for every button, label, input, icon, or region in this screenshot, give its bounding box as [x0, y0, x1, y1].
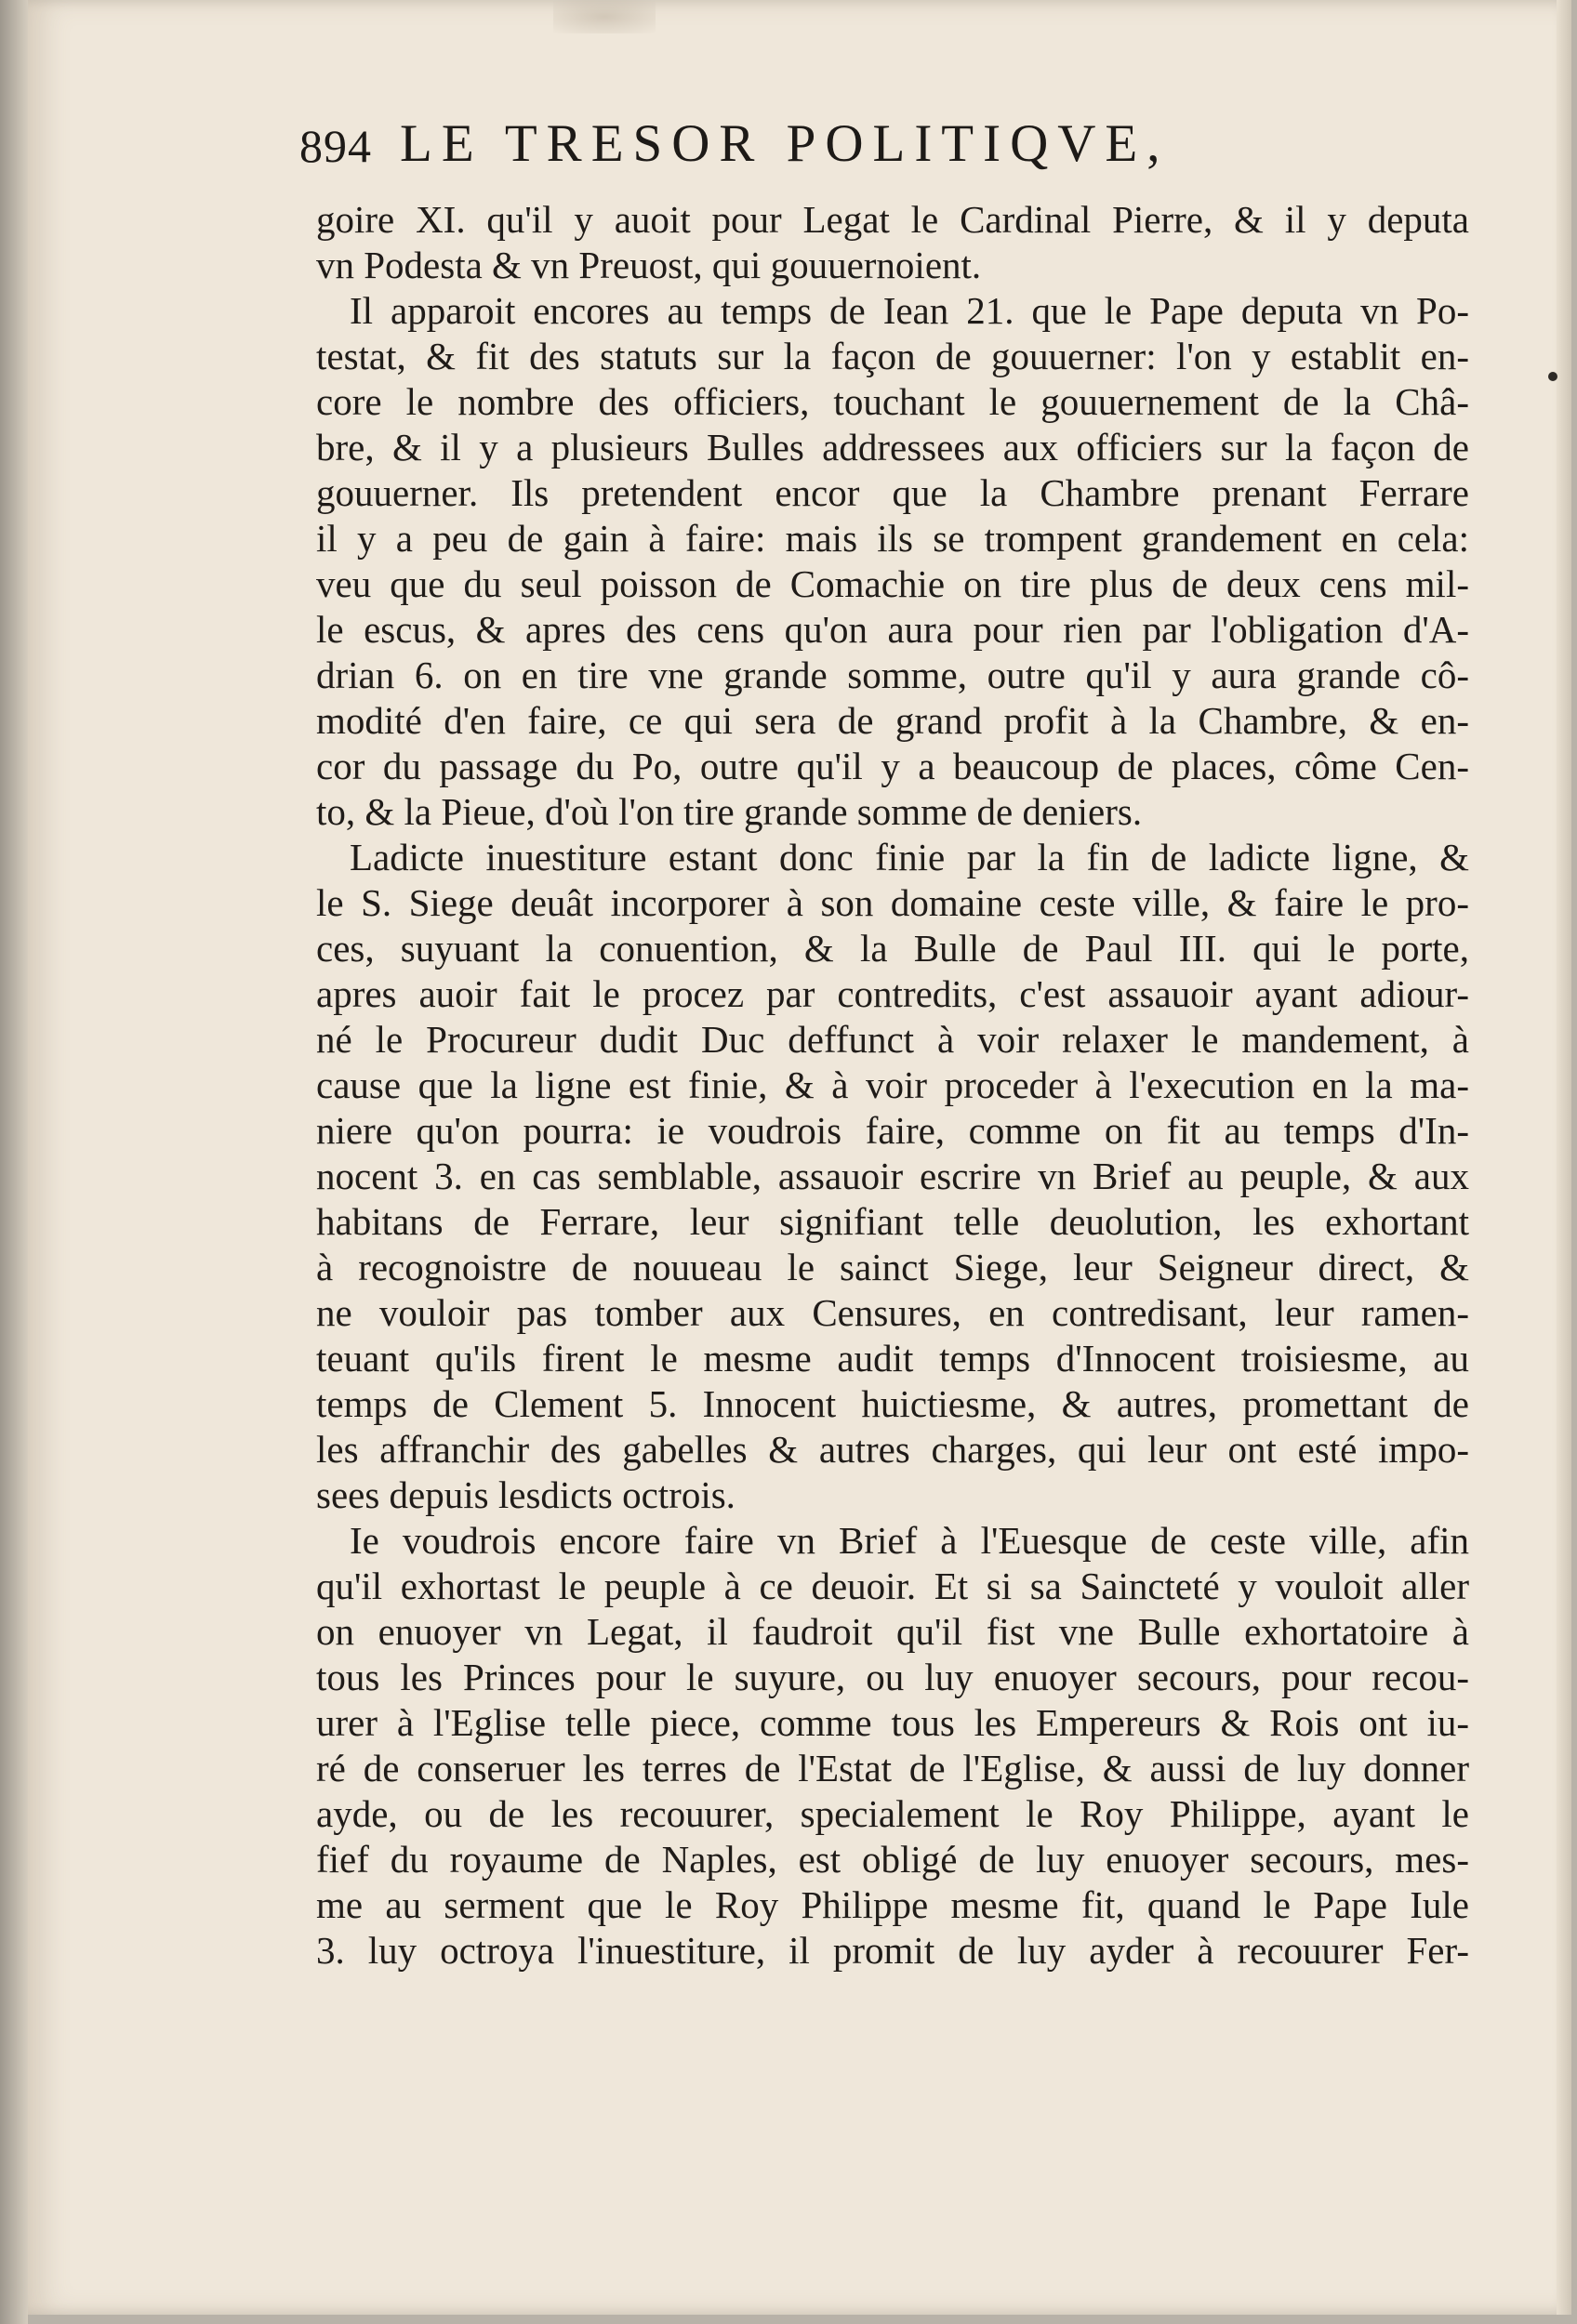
text-line: tous les Princes pour le suyure, ou luy enuoyer secours, pour recou-	[316, 1656, 1469, 1698]
paragraph-start-line: Ie voudrois encore faire vn Brief à l'Euesque de ceste ville, afin	[350, 1519, 1469, 1562]
text-line: to, & la Pieue, d'où l'on tire grande somme de deniers.	[316, 790, 1143, 833]
text-line: sees depuis lesdicts octrois.	[316, 1473, 735, 1516]
text-line: ré de conseruer les terres de l'Estat de l'Eglise, & aussi de luy donner	[316, 1747, 1469, 1789]
text-line: le escus, & apres des cens qu'on aura pour rien par l'obligation d'A-	[316, 608, 1469, 651]
faint-show-through	[800, 1971, 911, 1999]
text-line: 3. luy octroya l'inuestiture, il promit de luy ayder à recouurer Fer-	[316, 1929, 1469, 1972]
text-line: vn Podesta & vn Preuost, qui gouuernoient.	[316, 244, 982, 286]
paragraph-start-line: Il apparoit encores au temps de Iean 21. que le Pape deputa vn Po-	[350, 289, 1469, 332]
text-line: les affranchir des gabelles & autres charges, qui leur ont esté impo-	[316, 1428, 1469, 1471]
text-line: apres auoir fait le procez par contredits, c'est assauoir ayant adiour-	[316, 972, 1469, 1015]
text-line: il y a peu de gain à faire: mais ils se trompent grandement en cela:	[316, 517, 1469, 560]
text-line: bre, & il y a plusieurs Bulles addressees aux officiers sur la façon de	[316, 426, 1469, 469]
text-line: habitans de Ferrare, leur signifiant telle deuolution, les exhortant	[316, 1200, 1469, 1243]
text-line: testat, & fit des statuts sur la façon de gouuerner: l'on y establit en-	[316, 335, 1469, 377]
paragraph-start-line: Ladicte inuestiture estant donc finie par la fin de ladicte ligne, &	[350, 836, 1469, 878]
text-line: on enuoyer vn Legat, il faudroit qu'il fist vne Bulle exhortatoire à	[316, 1610, 1469, 1653]
text-line: ces, suyuant la conuention, & la Bulle de Paul III. qui le porte,	[316, 927, 1469, 970]
page-header	[299, 110, 1304, 175]
top-smudge	[553, 0, 656, 33]
text-line: ayde, ou de les recouurer, specialement le Roy Philippe, ayant le	[316, 1792, 1469, 1835]
book-gutter-shadow	[0, 0, 28, 2324]
text-line: gouuerner. Ils pretendent encor que la Chambre prenant Ferrare	[316, 471, 1469, 514]
running-head: LE TRESOR POLITIQVE,	[400, 114, 1170, 173]
text-line: fief du royaume de Naples, est obligé de luy enuoyer secours, mes-	[316, 1838, 1469, 1881]
page-number: 894	[299, 120, 372, 172]
text-line: veu que du seul poisson de Comachie on tire plus de deux cens mil-	[316, 562, 1469, 605]
text-line: né le Procureur dudit Duc deffunct à voir relaxer le mandement, à	[316, 1018, 1469, 1061]
text-line: qu'il exhortast le peuple à ce deuoir. Et si sa Saincteté y vouloit aller	[316, 1565, 1469, 1607]
text-line: nocent 3. en cas semblable, assauoir escrire vn Brief au peuple, & aux	[316, 1155, 1469, 1197]
text-line: urer à l'Eglise telle piece, comme tous les Empereurs & Rois ont iu-	[316, 1701, 1469, 1744]
text-line: modité d'en faire, ce qui sera de grand profit à la Chambre, & en-	[316, 699, 1469, 742]
text-line: niere qu'on pourra: ie voudrois faire, comme on fit au temps d'In-	[316, 1109, 1469, 1152]
text-line: goire XI. qu'il y auoit pour Legat le Cardinal Pierre, & il y deputa	[316, 198, 1469, 241]
text-line: cor du passage du Po, outre qu'il y a beaucoup de places, côme Cen-	[316, 745, 1469, 787]
text-line: à recognoistre de nouueau le sainct Siege, leur Seigneur direct, &	[316, 1246, 1469, 1288]
text-line: drian 6. on en tire vne grande somme, outre qu'il y aura grande cô-	[316, 654, 1469, 696]
text-line: core le nombre des officiers, touchant le gouuernement de la Châ-	[316, 380, 1469, 423]
text-line: cause que la ligne est finie, & à voir proceder à l'execution en la ma-	[316, 1063, 1469, 1106]
body-text	[316, 197, 1469, 1974]
text-line: me au serment que le Roy Philippe mesme fit, quand le Pape Iule	[316, 1883, 1469, 1926]
text-line: temps de Clement 5. Innocent huictiesme, & autres, promettant de	[316, 1382, 1469, 1425]
text-line: le S. Siege deuât incorporer à son domaine ceste ville, & faire le pro-	[316, 881, 1469, 924]
page-edge	[1557, 0, 1571, 2315]
margin-ink-dot	[1548, 372, 1557, 381]
text-line: ne vouloir pas tomber aux Censures, en contredisant, leur ramen-	[316, 1291, 1469, 1334]
text-line: teuant qu'ils firent le mesme audit temps d'Innocent troisiesme, au	[316, 1337, 1469, 1380]
